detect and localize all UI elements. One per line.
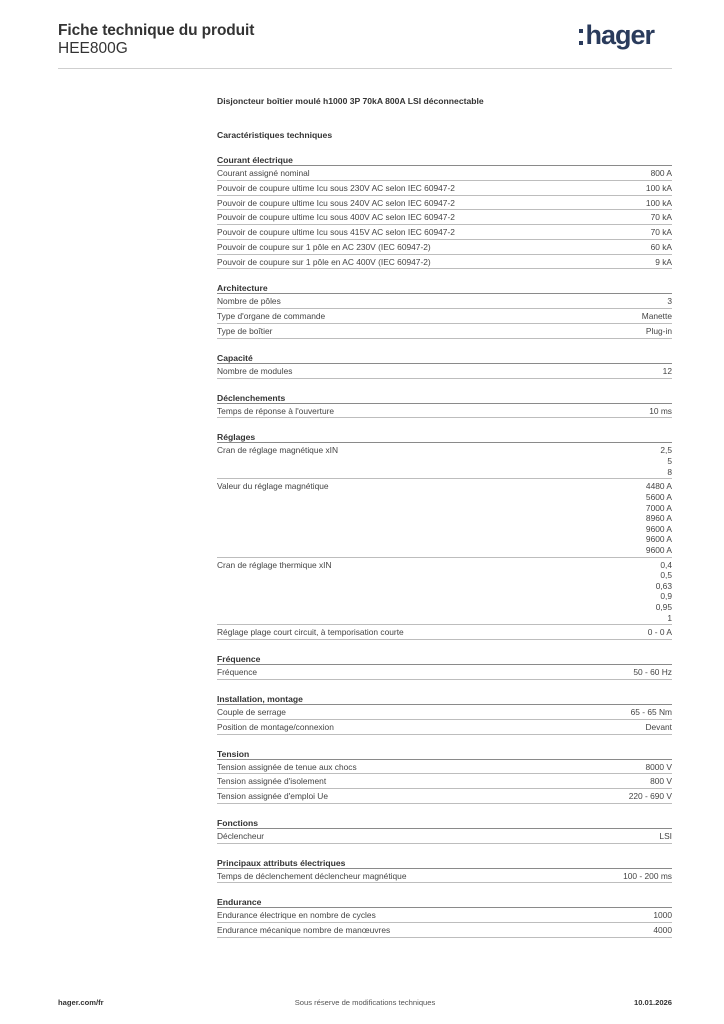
spec-value [651,242,672,253]
spec-value-item: 800 A [650,168,672,178]
section-title: Fréquence [217,653,672,665]
spec-label: Position de montage/connexion [217,721,334,732]
spec-value-item: 10 ms [649,405,672,416]
spec-value [649,406,672,417]
spec-value [633,667,672,678]
spec-row [217,225,672,240]
spec-label: Endurance mécanique nombre de manœuvres [217,925,391,936]
spec-value [645,762,672,773]
spec-row [217,829,672,844]
spec-label: Valeur du réglage magnétique [217,481,329,492]
spec-value-item: 0,9 [660,591,672,602]
spec-row [217,665,672,680]
spec-value-item: Plug-in [645,326,672,337]
spec-value-item: LSI [659,830,672,841]
spec-value-item: 800 V [650,776,672,787]
spec-value [650,776,672,787]
spec-row [217,789,672,804]
spec-value [651,227,672,238]
logo-mark-icon [579,29,583,45]
spec-value-item: 8 [667,466,672,477]
section-title: Installation, montage [217,693,672,705]
spec-value-item: 65 - 65 Nm [630,707,672,717]
spec-value [655,257,672,268]
spec-value-item: Manette [641,311,672,322]
spec-label: Cran de réglage thermique xIN [217,559,332,570]
footer-website: hager.com/fr [58,998,104,1007]
spec-value-item: 9600 A [645,534,672,545]
spec-value [646,198,672,209]
spec-label: Endurance électrique en nombre de cycles [217,910,376,921]
footer-date: 10.01.2026 [633,998,672,1007]
spec-row [217,760,672,775]
section-title: Fonctions [217,817,672,829]
spec-label: Déclencheur [217,830,265,841]
spec-value-item: 1 [667,612,672,623]
spec-value-item: 7000 A [645,502,672,513]
spec-label: Tension assignée de tenue aux chocs [217,761,357,772]
spec-label: Temps de réponse à l'ouverture [217,405,335,416]
tech-characteristics-heading: Caractéristiques techniques [217,130,333,140]
spec-value-item: 8960 A [645,513,672,524]
spec-row [217,720,672,735]
spec-value [659,831,672,842]
spec-row [217,309,672,324]
spec-row [217,479,672,557]
spec-row [217,166,672,181]
section-title: Capacité [217,352,672,364]
spec-value [663,366,672,377]
product-description: Disjoncteur boîtier moulé h1000 3P 70kA 800A LSI déconnectable [217,96,484,106]
spec-value [656,560,672,624]
spec-row [217,625,672,640]
spec-value-item: 70 kA [650,212,672,223]
spec-value-item: 9600 A [645,523,672,534]
spec-label: Pouvoir de coupure sur 1 pôle en AC 400V (IEC 60947-2) [217,256,431,267]
section [217,896,672,938]
spec-row [217,324,672,339]
spec-label: Pouvoir de coupure ultime Icu sous 415V AC selon IEC 60947-2 [217,227,455,238]
spec-value [623,871,672,882]
spec-value-item: 220 - 690 V [628,791,672,802]
spec-value-item: 50 - 60 Hz [633,667,672,678]
spec-value-item: 70 kA [650,227,672,238]
footer-disclaimer: Sous réserve de modifications techniques [294,998,436,1007]
hager-logo [579,22,654,48]
spec-label: Courant assigné nominal [217,168,310,178]
spec-value [631,707,672,718]
section [217,352,672,379]
spec-value-item: Devant [645,721,672,732]
spec-label: Pouvoir de coupure ultime Icu sous 400V AC selon IEC 60947-2 [217,212,455,223]
spec-row [217,705,672,720]
spec-row [217,196,672,211]
spec-value-item: 2,5 [660,445,672,456]
spec-label: Réglage plage court circuit, à temporisation courte [217,627,404,638]
spec-value [660,445,672,477]
section [217,857,672,884]
header-divider [58,68,672,69]
section [217,282,672,338]
spec-row [217,240,672,255]
section [217,693,672,735]
spec-value-item: 5600 A [645,491,672,502]
spec-value [642,311,672,322]
spec-value [653,910,672,921]
product-reference: HEE800G [58,40,128,57]
section-title: Architecture [217,282,672,294]
spec-value-item: 100 kA [645,197,672,208]
spec-row [217,923,672,938]
spec-label: Fréquence [217,667,258,678]
spec-value [667,296,672,307]
spec-value [651,168,672,179]
spec-value-item: 0,5 [660,570,672,581]
spec-value-item: 12 [662,365,672,376]
spec-label: Temps de déclenchement déclencheur magnétique [217,870,407,881]
section-title: Endurance [217,896,672,908]
spec-value-item: 100 - 200 ms [623,870,672,881]
spec-value-item: 8000 V [645,761,672,772]
spec-value-item: 60 kA [650,241,672,252]
section [217,154,672,269]
spec-label: Type d'organe de commande [217,311,326,322]
spec-value [646,326,672,337]
spec-label: Pouvoir de coupure sur 1 pôle en AC 230V (IEC 60947-2) [217,241,431,252]
spec-value-item: 9 kA [655,256,672,267]
spec-label: Pouvoir de coupure ultime Icu sous 230V AC selon IEC 60947-2 [217,182,455,193]
section [217,431,672,640]
section-title: Principaux attributs électriques [217,857,672,869]
section [217,653,672,680]
document-title: Fiche technique du produit [58,22,255,39]
spec-label: Cran de réglage magnétique xIN [217,445,339,456]
section-title: Déclenchements [217,392,672,404]
spec-label: Type de boîtier [217,326,273,337]
logo-text: hager [585,20,654,50]
spec-value-item: 0 - 0 A [647,627,672,638]
spec-row [217,404,672,419]
section [217,748,672,804]
spec-value-item: 3 [667,296,672,307]
spec-value-item: 5 [667,455,672,466]
spec-row [217,210,672,225]
page-footer [58,998,672,1010]
spec-value-item: 0,63 [655,580,672,591]
spec-row [217,364,672,379]
spec-row [217,443,672,479]
spec-label: Couple de serrage [217,707,286,717]
spec-value-item: 0,4 [660,559,672,570]
characteristics-sections [217,154,672,938]
page-header [58,22,672,70]
spec-label: Nombre de modules [217,365,293,376]
spec-label: Tension assignée d'emploi Ue [217,791,329,802]
spec-value-item: 4000 [653,925,672,936]
spec-row [217,255,672,270]
spec-label: Pouvoir de coupure ultime Icu sous 240V AC selon IEC 60947-2 [217,197,455,208]
spec-value [646,183,672,194]
spec-value [629,791,672,802]
section [217,817,672,844]
spec-row [217,908,672,923]
spec-value-item: 0,95 [655,602,672,613]
spec-row [217,774,672,789]
spec-row [217,294,672,309]
spec-value [645,722,672,733]
spec-label: Nombre de pôles [217,296,281,307]
spec-row [217,181,672,196]
spec-value [648,627,672,638]
spec-value-item: 100 kA [645,182,672,193]
spec-value-item: 1000 [653,910,672,921]
spec-value-item: 4480 A [645,481,672,492]
section-title: Tension [217,748,672,760]
spec-value [653,925,672,936]
datasheet-content [217,96,672,938]
spec-label: Tension assignée d'isolement [217,776,327,787]
spec-value-item: 9600 A [645,544,672,555]
section-title: Courant électrique [217,154,672,166]
spec-row [217,558,672,626]
spec-value [646,481,672,555]
spec-value [651,212,672,223]
section-title: Réglages [217,431,672,443]
spec-row [217,869,672,884]
section [217,392,672,419]
